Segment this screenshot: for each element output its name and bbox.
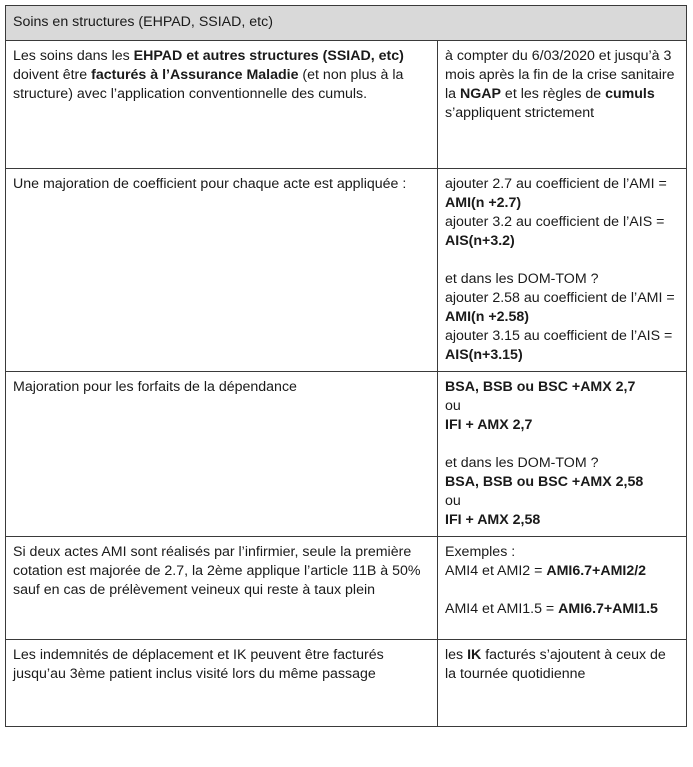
text-fragment: AMI4 et AMI1.5 = (445, 601, 559, 617)
ami-formula: AMI(n +2.7) (445, 195, 522, 211)
bold-facturation: facturés à l’Assurance Maladie (91, 67, 299, 83)
deux-actes-text: Si deux actes AMI sont réalisés par l’infirmier, seule la première cotation est majorée de 2.7, la 2ème applique l’article 11B à 50% (13, 544, 421, 579)
row-majoration-right (438, 169, 687, 372)
ifi-formula: IFI + AMX 2,7 (445, 417, 533, 433)
or-text: ou (445, 493, 461, 509)
bsa-formula: BSA, BSB ou BSC +AMX 2,7 (445, 379, 636, 395)
spacer (445, 251, 679, 270)
row-majoration-left: Une majoration de coefficient pour chaque acte est appliquée : (6, 169, 438, 372)
text-fragment: et les règles de (500, 86, 606, 102)
example-1-formula: AMI6.7+AMI2/2 (546, 563, 647, 579)
table-title: Soins en structures (EHPAD, SSIAD, etc) (6, 6, 687, 41)
date-period-text: à compter du 6/03/2020 et jusqu’à 3 mois après la fin de la crise sanitaire (445, 48, 675, 83)
text-fragment: AMI4 et AMI2 = (445, 563, 547, 579)
ifi-dom-formula: IFI + AMX 2,58 (445, 512, 541, 528)
table-row (6, 640, 687, 727)
domtom-question: et dans les DOM-TOM ? (445, 271, 599, 287)
text-fragment: doivent être (13, 67, 92, 83)
row-indemnites-right (438, 640, 687, 727)
ngap-rules-text (445, 85, 679, 123)
bold-cumuls: cumuls (605, 86, 655, 102)
ais-dom-rule (445, 327, 679, 365)
table-row (6, 41, 687, 169)
bsa-dom-formula: BSA, BSB ou BSC +AMX 2,58 (445, 474, 644, 490)
text-fragment: Les soins dans les (13, 48, 134, 64)
table-row (6, 537, 687, 640)
spacer (445, 581, 679, 600)
example-2 (445, 600, 679, 619)
text-fragment: facturés s’ajoutent à ceux de la tournée quotidienne (445, 647, 666, 682)
table-title-row (6, 6, 687, 41)
row-dependance-right (438, 372, 687, 537)
text-fragment: ajouter 3.2 au coefficient de l’AIS = (445, 214, 665, 230)
text-fragment: les (445, 647, 468, 663)
ami-rule (445, 175, 679, 213)
table-row (6, 169, 687, 372)
bold-ehpad: EHPAD et autres structures (SSIAD, etc) (133, 48, 404, 64)
bold-ik: IK (467, 647, 482, 663)
or-text: ou (445, 398, 461, 414)
ami-dom-formula: AMI(n +2.58) (445, 309, 529, 325)
spacer (445, 435, 679, 454)
row-structures-right (438, 41, 687, 169)
text-fragment: ajouter 3.15 au coefficient de l’AIS = (445, 328, 673, 344)
ais-rule (445, 213, 679, 251)
text-fragment: (et non plus à la structure) avec l’application conventionnelle des cumuls. (13, 67, 404, 102)
example-2-formula: AMI6.7+AMI1.5 (558, 601, 658, 617)
row-deux-actes-right (438, 537, 687, 640)
prelevement-exception: sauf en cas de prélèvement veineux qui reste à taux plein (13, 582, 376, 598)
row-structures-left (6, 41, 438, 169)
billing-rules-table (5, 5, 687, 727)
text-fragment: s’appliquent strictement (445, 105, 595, 121)
ais-dom-formula: AIS(n+3.15) (445, 347, 523, 363)
row-deux-actes-left (6, 537, 438, 640)
row-indemnites-left: Les indemnités de déplacement et IK peuvent être facturés jusqu’au 3ème patient inclus visité lors du même passage (6, 640, 438, 727)
examples-label: Exemples : (445, 544, 516, 560)
bold-ngap: NGAP (459, 86, 501, 102)
ais-formula: AIS(n+3.2) (445, 233, 515, 249)
text-fragment: ajouter 2.7 au coefficient de l’AMI = (445, 176, 667, 192)
text-fragment: la (445, 86, 460, 102)
row-dependance-left: Majoration pour les forfaits de la dépendance (6, 372, 438, 537)
table-row (6, 372, 687, 537)
text-fragment: ajouter 2.58 au coefficient de l’AMI = (445, 290, 675, 306)
domtom-question: et dans les DOM-TOM ? (445, 455, 599, 471)
ami-dom-rule (445, 289, 679, 327)
example-1 (445, 562, 679, 581)
